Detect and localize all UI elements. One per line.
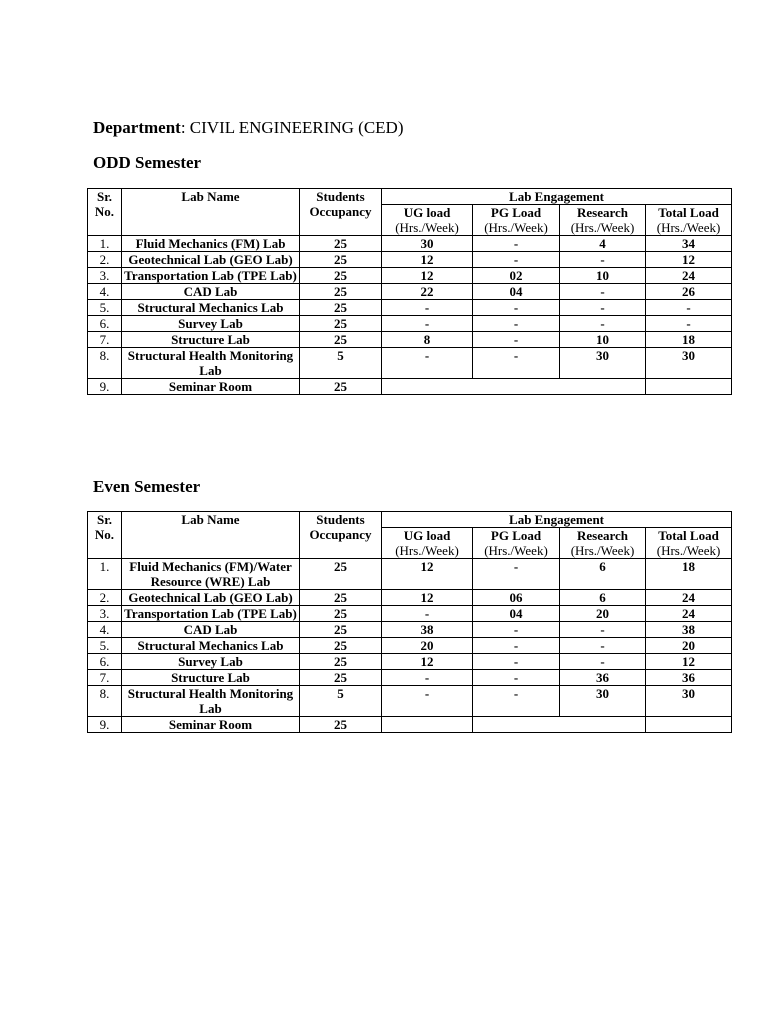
- occupancy-cell: 5: [300, 686, 382, 717]
- ug-load-cell: -: [382, 686, 473, 717]
- pg-load-cell: -: [473, 670, 560, 686]
- occupancy-cell: 25: [300, 638, 382, 654]
- research-cell: 10: [560, 268, 646, 284]
- occupancy-cell: 5: [300, 348, 382, 379]
- lab-name-cell: Structure Lab: [122, 670, 300, 686]
- pg-load-cell: -: [473, 559, 560, 590]
- total-load-cell: 24: [646, 590, 732, 606]
- research-cell: -: [560, 654, 646, 670]
- unit-label: (Hrs./Week): [395, 543, 459, 558]
- occupancy-cell: 25: [300, 300, 382, 316]
- occupancy-cell: 25: [300, 316, 382, 332]
- lab-name-cell: Fluid Mechanics (FM) Lab: [122, 236, 300, 252]
- total-load-cell: 24: [646, 268, 732, 284]
- ug-load-cell: 12: [382, 590, 473, 606]
- pg-load-cell: -: [473, 638, 560, 654]
- pg-load-cell: -: [473, 236, 560, 252]
- empty-cell: [646, 717, 732, 733]
- occupancy-cell: 25: [300, 268, 382, 284]
- research-cell: 20: [560, 606, 646, 622]
- sr-cell: 1.: [88, 236, 122, 252]
- total-load-cell: 38: [646, 622, 732, 638]
- table-row: [88, 300, 732, 316]
- table-row: [88, 284, 732, 300]
- empty-cell: [473, 717, 646, 733]
- sr-no-header: Sr. No.: [88, 512, 122, 559]
- table-row: [88, 606, 732, 622]
- total-load-cell: 24: [646, 606, 732, 622]
- occupancy-cell: 25: [300, 379, 382, 395]
- table-row: [88, 590, 732, 606]
- occupancy-cell: 25: [300, 606, 382, 622]
- lab-name-cell: Structural Health Monitoring Lab: [122, 348, 300, 379]
- unit-label: (Hrs./Week): [570, 220, 635, 235]
- unit-label: (Hrs./Week): [484, 543, 548, 558]
- sr-cell: 2.: [88, 252, 122, 268]
- pg-load-cell: -: [473, 332, 560, 348]
- research-cell: 6: [560, 559, 646, 590]
- research-cell: -: [560, 622, 646, 638]
- lab-name-cell: Fluid Mechanics (FM)/Water Resource (WRE) Lab: [122, 559, 300, 590]
- unit-label: (Hrs./Week): [570, 543, 635, 558]
- table-row: [88, 638, 732, 654]
- odd-semester-table: [87, 188, 732, 395]
- pg-load-cell: 02: [473, 268, 560, 284]
- research-cell: 6: [560, 590, 646, 606]
- unit-label: (Hrs./Week): [656, 543, 721, 558]
- total-load-header: Total Load (Hrs./Week): [646, 205, 732, 236]
- total-load-cell: 20: [646, 638, 732, 654]
- sr-cell: 3.: [88, 268, 122, 284]
- pg-load-cell: -: [473, 252, 560, 268]
- research-cell: -: [560, 300, 646, 316]
- table-row: [88, 268, 732, 284]
- ug-load-cell: -: [382, 316, 473, 332]
- pg-load-cell: 04: [473, 284, 560, 300]
- table-row: [88, 236, 732, 252]
- research-cell: 36: [560, 670, 646, 686]
- pg-load-cell: -: [473, 686, 560, 717]
- pg-load-cell: -: [473, 348, 560, 379]
- empty-cell: [382, 717, 473, 733]
- table-row: [88, 654, 732, 670]
- ug-load-cell: 30: [382, 236, 473, 252]
- sr-no-header: Sr. No.: [88, 189, 122, 236]
- table-row: [88, 332, 732, 348]
- lab-name-cell: Structural Health Monitoring Lab: [122, 686, 300, 717]
- department-value: : CIVIL ENGINEERING (CED): [180, 118, 404, 137]
- odd-semester-title: ODD Semester: [93, 153, 202, 172]
- pg-load-cell: 04: [473, 606, 560, 622]
- research-cell: 30: [560, 348, 646, 379]
- pg-load-cell: -: [473, 316, 560, 332]
- ug-load-cell: 12: [382, 252, 473, 268]
- table-row: [88, 622, 732, 638]
- occupancy-cell: 25: [300, 622, 382, 638]
- total-load-cell: 30: [646, 348, 732, 379]
- even-semester-title: Even Semester: [93, 477, 201, 496]
- ug-load-cell: -: [382, 670, 473, 686]
- total-load-cell: 18: [646, 332, 732, 348]
- even-semester-table: [87, 511, 732, 733]
- unit-label: (Hrs./Week): [395, 220, 459, 235]
- occupancy-cell: 25: [300, 654, 382, 670]
- sr-cell: 8.: [88, 686, 122, 717]
- total-load-cell: 36: [646, 670, 732, 686]
- pg-load-cell: -: [473, 654, 560, 670]
- lab-name-cell: Structural Mechanics Lab: [122, 300, 300, 316]
- table-row: [88, 348, 732, 379]
- occupancy-cell: 25: [300, 332, 382, 348]
- department-heading: [93, 117, 404, 139]
- ug-load-cell: 12: [382, 559, 473, 590]
- ug-load-cell: 38: [382, 622, 473, 638]
- department-label: Department: [93, 118, 181, 137]
- total-load-cell: -: [646, 300, 732, 316]
- total-load-header: Total Load (Hrs./Week): [646, 528, 732, 559]
- table-row: [88, 670, 732, 686]
- research-header: Research (Hrs./Week): [560, 528, 646, 559]
- occupancy-cell: 25: [300, 590, 382, 606]
- total-load-cell: 12: [646, 654, 732, 670]
- occupancy-cell: 25: [300, 717, 382, 733]
- ug-load-cell: -: [382, 606, 473, 622]
- lab-name-cell: Seminar Room: [122, 379, 300, 395]
- lab-name-cell: Survey Lab: [122, 316, 300, 332]
- research-cell: -: [560, 316, 646, 332]
- empty-cell: [382, 379, 646, 395]
- unit-label: (Hrs./Week): [656, 220, 721, 235]
- research-cell: 30: [560, 686, 646, 717]
- sr-cell: 5.: [88, 300, 122, 316]
- pg-load-cell: -: [473, 300, 560, 316]
- occupancy-cell: 25: [300, 236, 382, 252]
- ug-load-cell: 12: [382, 268, 473, 284]
- research-cell: 10: [560, 332, 646, 348]
- total-load-cell: 26: [646, 284, 732, 300]
- total-load-cell: 12: [646, 252, 732, 268]
- occupancy-cell: 25: [300, 284, 382, 300]
- empty-cell: [646, 379, 732, 395]
- research-cell: -: [560, 252, 646, 268]
- sr-cell: 5.: [88, 638, 122, 654]
- lab-name-header: Lab Name: [122, 512, 300, 559]
- table-row: [88, 379, 732, 395]
- lab-engagement-header: Lab Engagement: [382, 512, 732, 528]
- lab-name-cell: Transportation Lab (TPE Lab): [122, 606, 300, 622]
- unit-label: (Hrs./Week): [484, 220, 548, 235]
- table-row: [88, 686, 732, 717]
- ug-load-cell: 20: [382, 638, 473, 654]
- ug-load-cell: 22: [382, 284, 473, 300]
- pg-load-cell: 06: [473, 590, 560, 606]
- pg-load-header: PG Load (Hrs./Week): [473, 528, 560, 559]
- total-load-cell: 34: [646, 236, 732, 252]
- table-row: [88, 252, 732, 268]
- research-cell: 4: [560, 236, 646, 252]
- lab-name-header: Lab Name: [122, 189, 300, 236]
- sr-cell: 4.: [88, 284, 122, 300]
- occupancy-cell: 25: [300, 252, 382, 268]
- sr-cell: 9.: [88, 379, 122, 395]
- table-row: [88, 559, 732, 590]
- research-cell: -: [560, 284, 646, 300]
- lab-name-cell: Geotechnical Lab (GEO Lab): [122, 590, 300, 606]
- ug-load-cell: 12: [382, 654, 473, 670]
- sr-cell: 4.: [88, 622, 122, 638]
- lab-engagement-header: Lab Engagement: [382, 189, 732, 205]
- sr-cell: 7.: [88, 670, 122, 686]
- sr-cell: 9.: [88, 717, 122, 733]
- sr-cell: 8.: [88, 348, 122, 379]
- lab-name-cell: Transportation Lab (TPE Lab): [122, 268, 300, 284]
- sr-cell: 6.: [88, 654, 122, 670]
- ug-load-header: UG load (Hrs./Week): [382, 528, 473, 559]
- pg-load-cell: -: [473, 622, 560, 638]
- table-header-row: [88, 189, 732, 205]
- sr-cell: 3.: [88, 606, 122, 622]
- ug-load-header: UG load (Hrs./Week): [382, 205, 473, 236]
- pg-load-header: PG Load (Hrs./Week): [473, 205, 560, 236]
- table-row: [88, 316, 732, 332]
- lab-name-cell: Geotechnical Lab (GEO Lab): [122, 252, 300, 268]
- occupancy-header: Students Occupancy: [300, 189, 382, 236]
- sr-cell: 7.: [88, 332, 122, 348]
- lab-name-cell: Structure Lab: [122, 332, 300, 348]
- ug-load-cell: -: [382, 348, 473, 379]
- sr-cell: 6.: [88, 316, 122, 332]
- total-load-cell: 30: [646, 686, 732, 717]
- total-load-cell: -: [646, 316, 732, 332]
- total-load-cell: 18: [646, 559, 732, 590]
- occupancy-cell: 25: [300, 559, 382, 590]
- occupancy-cell: 25: [300, 670, 382, 686]
- lab-name-cell: CAD Lab: [122, 622, 300, 638]
- ug-load-cell: -: [382, 300, 473, 316]
- ug-load-cell: 8: [382, 332, 473, 348]
- lab-name-cell: Structural Mechanics Lab: [122, 638, 300, 654]
- sr-cell: 2.: [88, 590, 122, 606]
- lab-name-cell: Survey Lab: [122, 654, 300, 670]
- lab-name-cell: Seminar Room: [122, 717, 300, 733]
- occupancy-header: Students Occupancy: [300, 512, 382, 559]
- sr-cell: 1.: [88, 559, 122, 590]
- research-header: Research (Hrs./Week): [560, 205, 646, 236]
- table-row: [88, 717, 732, 733]
- lab-name-cell: CAD Lab: [122, 284, 300, 300]
- research-cell: -: [560, 638, 646, 654]
- table-header-row: [88, 512, 732, 528]
